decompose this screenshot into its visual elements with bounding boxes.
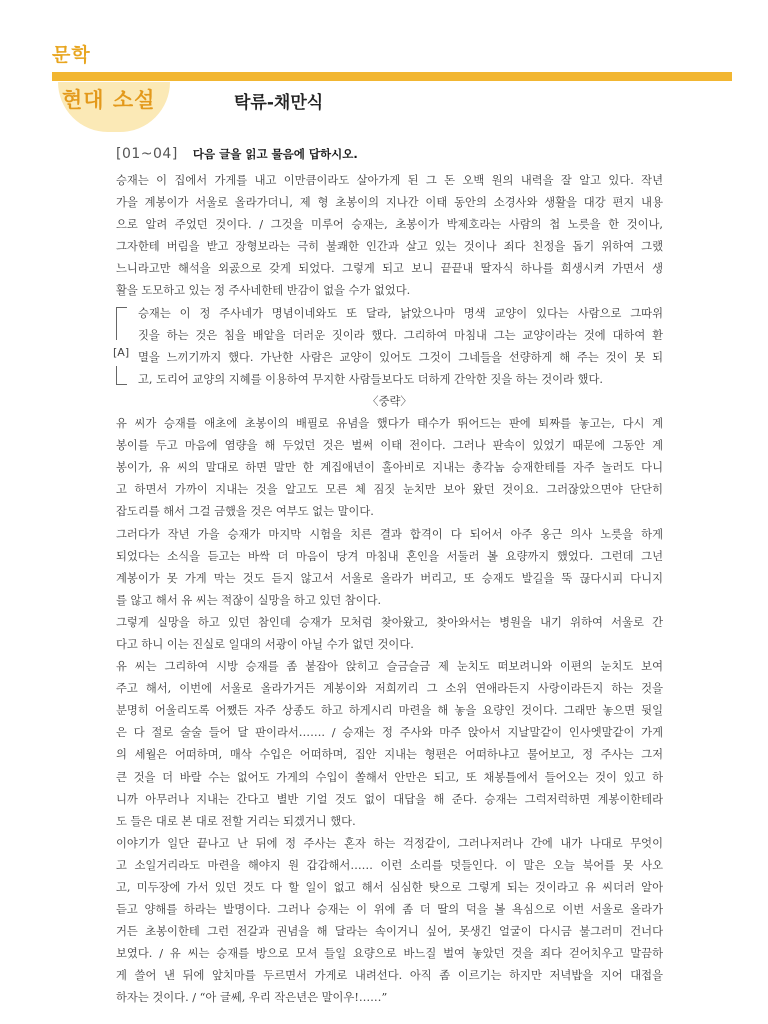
passage-line: 활을 도모하고 있는 정 주사네한테 반감이 없을 수가 없었다. xyxy=(116,284,411,298)
question-number: [01~04] xyxy=(116,146,178,162)
genre-title: 현대 소설 xyxy=(62,88,156,112)
passage-line: 를 않고 해서 유 씨는 적잖이 실망을 하고 있던 참이다. xyxy=(116,593,382,607)
paragraph-5 xyxy=(116,656,663,833)
passage-line: 이야기가 일단 끝나고 난 뒤에 정 주사는 혼자 하는 걱정같이, 그러나저러나 간에 내가 나대로 무엇이 xyxy=(116,836,663,850)
passage-line: 니까 아무러나 지내는 간다고 별반 기얼 것도 없이 대답을 해 준다. 승재는 그럭저럭하면 계봉이한테라 xyxy=(116,792,663,806)
passage-line: 의 세월은 어떠하며, 매삭 수입은 어떠하며, 집안 지내는 형편은 어떠하냐고 물어보고, 정 주사는 그저 xyxy=(116,748,663,762)
passage-line: 그러다가 작년 가을 승재가 마지막 시험을 치른 결과 합격이 다 되어서 아주 옹근 의사 노릇을 하게 xyxy=(116,527,663,541)
annotated-section-a xyxy=(113,303,663,391)
passage-line: 되었다는 소식을 듣고는 바싹 더 마음이 당겨 마침내 혼인을 서둘러 볼 요량까지 했었다. 그런데 그넌 xyxy=(116,549,663,563)
question-header xyxy=(116,143,358,162)
passage-line: 도 들은 대로 본 대로 전할 거리는 되겠거니 했다. xyxy=(116,814,356,828)
header-rule xyxy=(52,72,732,81)
passage-line: 거든 초봉이한테 그런 전갈과 권념을 해 달라는 속이거니 싶어, 못생긴 얼굴이 다시금 불그러미 건너다 xyxy=(116,925,663,939)
paragraph-6 xyxy=(116,833,663,1010)
passage-line: 보였다. / 유 씨는 승재를 방으로 모셔 들일 요량으로 바느질 벌여 놓았던 것을 죄다 걷어치우고 말끔하 xyxy=(116,947,663,961)
passage-line: 하자는 것이다. / “아 글쎄, 우리 작은년은 말이우!……” xyxy=(116,991,388,1005)
passage-line: 분명히 어울리도록 어쨌든 자주 상종도 하고 하게시리 마련을 해 놓을 요량인 것이다. 그래만 놓으면 뒷일 xyxy=(116,704,663,718)
passage xyxy=(113,170,663,1010)
question-instruction: 다음 글을 읽고 물음에 답하시오. xyxy=(192,147,358,161)
passage-line: 잡도리를 해서 그걸 금했을 것은 여부도 없는 말이다. xyxy=(116,505,374,519)
work-title: 탁류-채만식 xyxy=(234,93,324,113)
passage-line: 고 하면서 가까이 지내는 것을 알고도 모른 체 짐짓 눈치만 보아 왔던 것이요. 그러잖았으면야 단단히 xyxy=(116,483,663,497)
section-label-a: [A] xyxy=(113,340,129,366)
passage-line: 짓을 하는 것은 침을 배앝을 더러운 짓이라 했다. 그리하여 마침내 그는 교양이라는 것에 대하여 환 xyxy=(138,328,663,342)
passage-line: 승재는 이 집에서 가게를 내고 이만큼이라도 살아가게 된 그 돈 오백 원의 내력을 잘 알고 있다. 작년 xyxy=(116,174,663,187)
passage-line: 게 쓸어 낸 뒤에 앞치마를 두르면서 가게로 내려선다. 아직 좀 이르기는 하지만 저녁밥을 지어 대접을 xyxy=(116,969,663,983)
passage-line: 느니라고만 해석을 외곬으로 갖게 되었다. 그렇게 되고 보니 끝끝내 딸자식 하나를 희생시켜 가면서 생 xyxy=(116,262,663,276)
paragraph-1 xyxy=(116,170,663,303)
paragraph-3 xyxy=(116,524,663,612)
paragraph-4 xyxy=(116,612,663,656)
passage-line: 계봉이가 못 가게 막는 것도 듣지 않고서 서울로 올라가 버리고, 또 승재도 발길을 뚝 끊다시피 다니지 xyxy=(116,571,663,585)
passage-line: 주고 해서, 이번에 서울로 올라가거든 계봉이와 저희끼리 그 소위 연애라든지 사랑이라든지 하는 것을 xyxy=(116,682,663,696)
passage-line: 고 소일거리라도 마련을 해야지 원 갑갑해서…… 이런 소리를 덧들인다. 이 말은 오늘 북어를 못 사오 xyxy=(116,858,663,872)
passage-line: 은 다 절로 술술 들어 달 판이라서……. / 승재는 정 주사와 마주 앉아서 지날말같이 인사엣말같이 가게 xyxy=(116,726,663,740)
passage-line: 봉이를 두고 마음에 염량을 해 두었던 것은 벌써 이태 전이다. 그러나 판속이 있었기 때문에 그동안 계 xyxy=(116,439,663,453)
passage-line: 그자한테 버림을 받고 장형보라는 극히 불쾌한 인간과 살고 있는 것이나 죄다 친정을 돕기 위하여 그랬 xyxy=(116,240,663,254)
passage-line: 다고 하니 이는 진실로 일대의 서광이 아닐 수가 없던 것이다. xyxy=(116,637,414,651)
passage-line: 유 씨는 그리하여 시방 승재를 좀 붙잡아 앉히고 슬금슬금 제 눈치도 떠보려니와 이편의 눈치도 보여 xyxy=(116,660,663,674)
passage-line: 듣고 양해를 하라는 발명이다. 그러나 승재는 이 위에 좀 더 딸의 덕을 볼 욕심으로 이번 서울로 올라가 xyxy=(116,903,663,917)
passage-line: 승재는 이 정 주사네가 명념이네와도 또 달라, 낡았으나마 명색 교양이 있다는 사람으로 그따위 xyxy=(138,306,663,320)
passage-line: 봉이가, 유 씨의 말대로 하면 말만 한 계집애년이 홀아비로 지내는 총각놈 승재한테를 자주 놀러도 다니 xyxy=(116,461,663,475)
passage-line: 가을 계봉이가 서울로 올라가더니, 제 형 초봉이의 지나간 이태 동안의 소경사와 생활을 대강 편지 내용 xyxy=(116,196,663,210)
passage-line: 유 씨가 승재를 애초에 초봉이의 배필로 유념을 했다가 태수가 뛰어드는 판에 퇴짜를 놓고는, 다시 계 xyxy=(116,417,663,431)
passage-line: 고, 도리어 교양의 지혜를 이용하여 무지한 사람들보다도 더하게 간악한 짓을 하는 것이라 했다. xyxy=(138,372,603,386)
passage-line: 멸을 느끼기까지 했다. 가난한 사람은 교양이 있어도 그것이 그네들을 선량하게 해 주는 것이 못 되 xyxy=(138,350,663,364)
section-label: 문학 xyxy=(52,44,91,66)
passage-line: 으로 알려 주었던 것이다. / 그것을 미루어 승재는, 초봉이가 박제호라는 사람의 첩 노릇을 한 것이나, xyxy=(116,218,663,232)
passage-line: 고, 미두장에 가서 있던 것도 다 할 일이 없고 해서 심심한 탓으로 그렇게 되는 것이라고 유 씨더러 알아 xyxy=(116,881,663,894)
passage-line: 큰 것을 더 바랄 수는 없어도 가게의 수입이 쏠해서 안만은 되고, 또 채봉틀에서 들어오는 것이 있고 하 xyxy=(116,770,663,784)
omission-marker: 〈중략〉 xyxy=(367,394,412,408)
paragraph-2 xyxy=(116,413,663,523)
passage-line: 그렇게 실망을 하고 있던 참인데 승재가 모처럼 찾아왔고, 찾아와서는 병원을 내기 위하여 서울로 간 xyxy=(116,615,663,629)
